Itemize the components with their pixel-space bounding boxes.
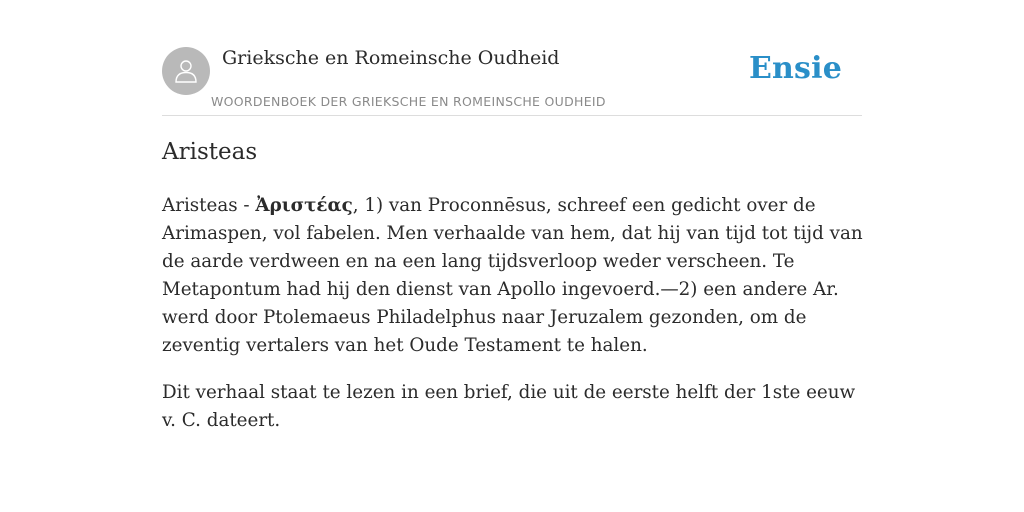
- source-header: [162, 44, 862, 116]
- user-icon: [172, 57, 200, 85]
- entry-content: [162, 192, 867, 454]
- paragraph-1: [162, 192, 867, 360]
- paragraph-2: Dit verhaal staat te lezen in een brief, die uit de eerste helft der 1ste eeuw v. C. dateert.: [162, 382, 856, 431]
- source-subtitle: WOORDENBOEK DER GRIEKSCHE EN ROMEINSCHE OUDHEID: [211, 94, 606, 109]
- entry-title: Aristeas: [162, 139, 258, 165]
- source-title[interactable]: Grieksche en Romeinsche Oudheid: [222, 47, 560, 69]
- paragraph-1-text: , 1) van Proconnēsus, schreef een gedicht over de Arimaspen, vol fabelen. Men verhaalde van hem, dat hij van tijd tot tijd van de aarde verdween en na een lang tijdsverloop weder verscheen. Te Metapontum had hij den dienst van Apollo ingevoerd.—2) een andere Ar. werd door Ptolemaeus Philadelphus naar Jeruzalem gezonden, om de zeventig vertalers van het Oude Testament te halen.: [162, 195, 863, 356]
- entry-term: Aristeas -: [162, 195, 256, 216]
- brand-logo[interactable]: Ensie: [748, 51, 842, 86]
- greek-term: Ἀριστέας: [255, 195, 353, 216]
- avatar[interactable]: [162, 47, 210, 95]
